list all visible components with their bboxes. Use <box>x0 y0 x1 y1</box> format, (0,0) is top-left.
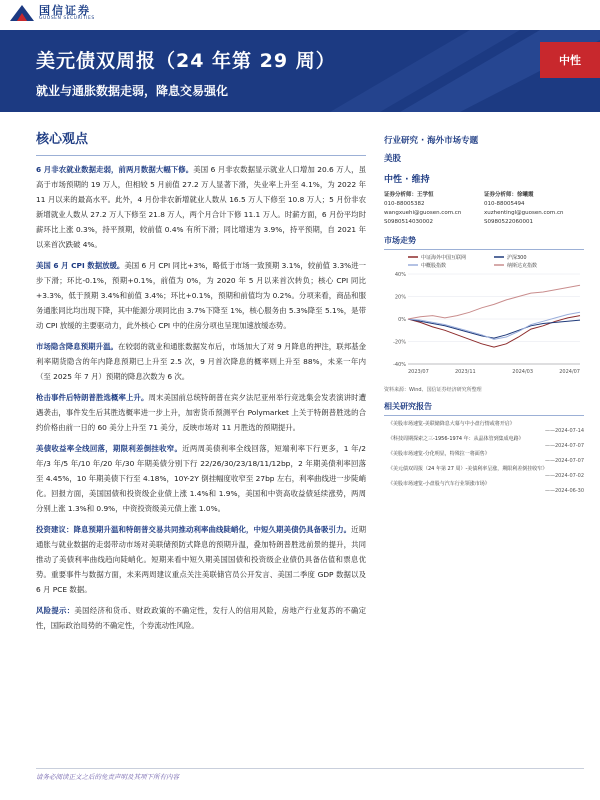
section-divider <box>36 155 366 156</box>
sidebar-column <box>384 128 584 495</box>
rating-badge: 中性 <box>540 42 600 78</box>
paragraph-lead: 6 月非农就业数据走弱，前两月数据大幅下修。 <box>36 165 194 174</box>
related-report-date: ——2024-06-30 <box>544 488 584 494</box>
paragraph-body: 周末美国前总统特朗普在宾夕法尼亚州举行竞选集会发表演讲时遭遇袭击，事件发生后其胜选概率进一步上升，加密货币预测平台 Polymarket 上关于特朗普胜选的合约价格由前一日的 60 美分上升至 71 美分，反映市场对 11 月胜选的预期提升。 <box>36 393 366 432</box>
paragraph-body: 美国 6 月非农数据显示就业人口增加 20.6 万人，虽高于市场预期的 19 万人，但相较 5 月前值 27.2 万人显著下滑，失业率上升至 4.1%，为 2022 年 11 月以来的最高水平。此外，4 月份非农新增就业人数从 16.5 万人下修至 10.8 万人；5 月份非农新增就业人数从 27.2 万人下修至 21.8 万人，两个月合计下修 11.1 万人。时薪方面，6 月份平均时薪环比上涨 0.3%，持平预期，较前值 0.4% 有所下滑；同比增速为 3.9%，持平预期，自 2021 年以来首次跌破 4%。 <box>36 165 366 249</box>
core-views-column <box>36 128 366 639</box>
related-report-title[interactable]: 《科技周期探索之三-1956-1974 年：从晶体管到集成电路》 <box>388 436 524 442</box>
chart-legend-label: 沪深300 <box>507 255 527 261</box>
chart-y-tick-label: -20% <box>393 339 406 346</box>
paragraph-body: 近两周美债利率全线回落，短端利率下行更多，1 年/2 年/3 年/5 年/10 年/20 年/30 年期美债分别下行 22/26/30/23/18/11/12bp，2 年期美债利率回落至 4.45%，10 年期美债下行至 4.18%，10Y-2Y 倒挂幅度收窄至 27bp 左右，利率曲线进一步陡峭化。回报方面，美国国债和投资级企业债上涨 1.4%和 1.9%，美国和中资高收益债延续涨势，两周分别上涨 1.3%和 0.9%，中资投资级美元债上涨 1.0%。 <box>36 444 366 513</box>
paragraph-rate-cut <box>36 339 366 384</box>
analyst-name: 证券分析师：徐曦霞 <box>484 192 534 198</box>
paragraph-body: 美国 6 月 CPI 同比+3%，略低于市场一致预期 3.1%，较前值 3.3%进一步下滑；环比-0.1%，预期+0.1%，前值为 0%，为 2020 年 5 月以来首次转负；核心 CPI 同比+3.3%，低于预期 3.4%和前值 3.4%；环比+0.1%，预期和前值均为 0.2%。分项来看，商品和服务通胀同比均出现下降，其中能源分项同比由 3.7%下降至 1%，核心服务由 5.3%降至 5.1%，是带动 CPI 放缓的主要驱动力，此外核心 CPI 中的住房分项也呈现加速放缓态势。 <box>36 261 366 330</box>
paragraph-body: 近期通胀与就业数据的走弱带动市场对美联储预防式降息的预期升温，叠加特朗普胜选前景的提升，共同推动了美债利率曲线趋向陡峭化。短期来看中短久期美国国债和投资级企业债仍具备估值和票息优势。重要事件与数据方面，未来两周建议重点关注美联储官员公开发言、美国二季度 GDP 数据以及 6 月 PCE 数据。 <box>36 525 366 594</box>
chart-series-line <box>408 285 580 319</box>
related-report-title[interactable]: 《美股市场速览-美联储降息大幕与中小盘行情或将开启》 <box>388 421 515 427</box>
chart-y-tick-label: 0% <box>398 317 406 323</box>
chart-y-tick-label: -40% <box>393 362 406 368</box>
related-report-title[interactable]: 《美元债双周报（24 年第 27 周）-美债利率呈涨，期限利差倒挂收窄》 <box>388 466 548 472</box>
title-banner <box>0 30 600 112</box>
analyst-email[interactable]: wangxuehi@guosen.com.cn <box>384 210 462 216</box>
market-trend-chart <box>384 252 584 380</box>
paragraph-lead: 美债收益率全线回落，期限利差倒挂收窄。 <box>36 444 183 453</box>
paragraph-body: 在较弱的就业和通胀数据发布后，市场加大了对 9 月降息的押注，联邦基金利率期货隐含的年内降息预期已上升至 2.5 次，9 月首次降息的概率则上升至 88%，未来一年内（至 2025 年 7 月）预期的降息次数为 6 次。 <box>36 342 366 381</box>
report-category: 行业研究 · 海外市场专题 <box>384 136 479 146</box>
analyst-card <box>484 191 584 227</box>
logo-en-text: GUOSEN SECURITIES <box>39 15 95 21</box>
related-report-date: ——2024-07-02 <box>544 473 584 479</box>
analyst-name: 证券分析师：王学恒 <box>384 192 434 198</box>
guosen-logo-icon <box>10 5 34 21</box>
chart-x-tick-label: 2023/07 <box>408 369 429 375</box>
chart-y-tick-label: 40% <box>394 272 406 278</box>
paragraph-lead: 美国 6 月 CPI 数据放缓。 <box>36 261 125 270</box>
chart-y-tick-label: 20% <box>394 294 406 301</box>
paragraph-lead: 枪击事件后特朗普胜选概率上升。 <box>36 393 149 402</box>
paragraph-election <box>36 390 366 435</box>
chart-x-tick-label: 2023/11 <box>454 369 476 375</box>
paragraph-lead: 风险提示： <box>36 606 75 615</box>
chart-legend-label: 纳斯达克指数 <box>507 263 538 269</box>
related-report-date: ——2024-07-07 <box>544 458 584 464</box>
chart-x-tick-label: 2024/07 <box>559 369 580 375</box>
footer-disclaimer: 请务必阅读正文之后的免责声明及其项下所有内容 <box>36 773 179 781</box>
chart-source: 资料来源：Wind、国信证券经济研究所整理 <box>384 387 482 393</box>
paragraph-lead: 市场隐含降息预期升温。 <box>36 342 118 351</box>
chart-series-line <box>408 312 580 339</box>
paragraph-cpi <box>36 258 366 333</box>
footer-divider <box>36 768 584 769</box>
related-report-date: ——2024-07-07 <box>544 443 584 449</box>
analyst-phone: 010-88005494 <box>484 201 525 207</box>
report-subtitle: 就业与通胀数据走弱，降息交易强化 <box>36 84 229 98</box>
analyst-cert: S0980522060001 <box>484 219 533 225</box>
chart-heading: 市场走势 <box>384 235 584 250</box>
analyst-email[interactable]: xuzhentingl@guosen.com.cn <box>484 210 564 216</box>
report-sector: 美股 <box>384 154 402 164</box>
analyst-block <box>384 191 584 227</box>
paragraph-employment <box>36 162 366 252</box>
chart-legend-label: 中概股指数 <box>421 263 447 269</box>
analyst-phone: 010-88005382 <box>384 201 425 207</box>
paragraph-yields <box>36 441 366 516</box>
related-heading: 相关研究报告 <box>384 401 584 416</box>
paragraph-lead: 投资建议：降息预期升温和特朗普交易共同推动利率曲线陡峭化，中短久期美债仍具备吸引力。 <box>36 525 352 534</box>
guosen-logo <box>10 2 150 24</box>
chart-x-tick-label: 2024/03 <box>512 369 534 375</box>
investment-rating: 中性 · 维持 <box>384 175 430 185</box>
related-report-date: ——2024-07-14 <box>544 428 584 434</box>
paragraph-body: 美国经济和货币、财政政策的不确定性，发行人的信用风险，房地产行业复苏的不确定性，国际政治局势的不确定性，个券流动性风险。 <box>36 606 366 630</box>
section-title: 核心观点 <box>36 132 89 147</box>
related-report-title[interactable]: 《美股市场速览-小盘股与汽车行业领涨市场》 <box>388 481 490 487</box>
paragraph-risk <box>36 603 366 633</box>
related-report-title[interactable]: 《美股市场速览-分化明显，特殊拉一将面售》 <box>388 451 490 457</box>
chart-series-line <box>408 316 580 348</box>
analyst-cert: S0980514030002 <box>384 219 433 225</box>
paragraph-investment-advice <box>36 522 366 597</box>
logo-cn-text: 国信证券 <box>39 3 91 17</box>
chart-legend-label: 中证海外中国互联网 <box>421 255 467 261</box>
report-title: 美元债双周报（24 年第 29 周） <box>36 50 336 72</box>
related-reports-list <box>384 420 584 495</box>
analyst-card <box>384 191 484 227</box>
